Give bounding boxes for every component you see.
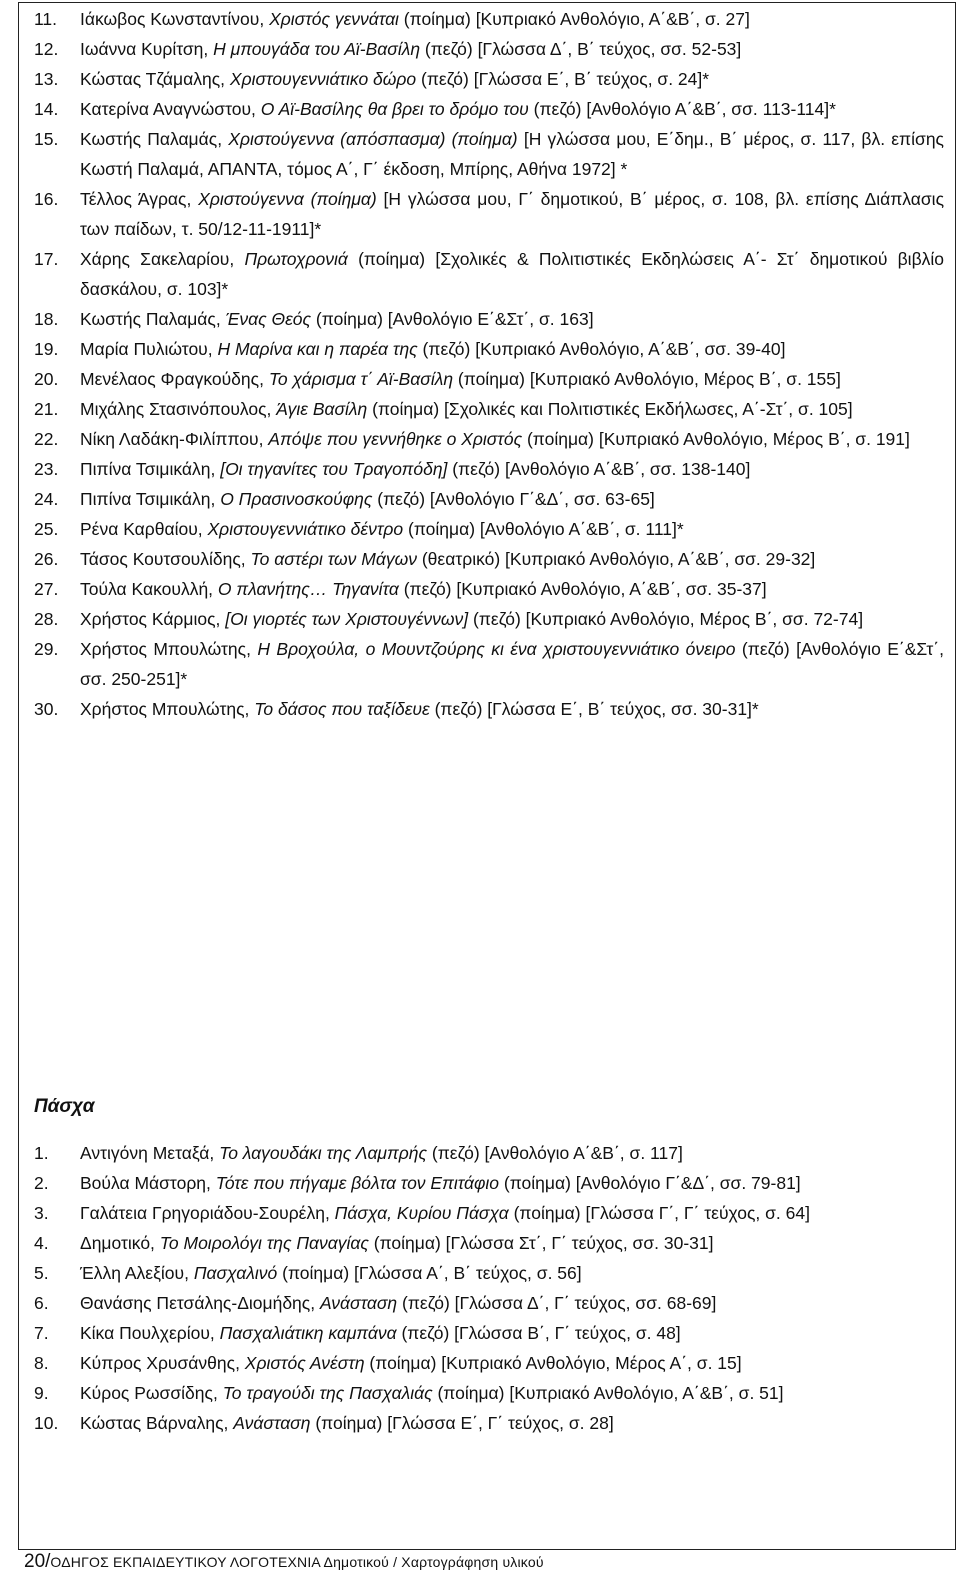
item-title: Χριστουγεννιάτικο δώρο [229, 69, 417, 89]
item-text-part: (ποίημα) [Σχολικές & Πολιτιστικές Εκδηλώσεις Α΄- Στ΄ δημοτικού βιβλίο δασκάλου, σ. 103]* [80, 249, 945, 299]
item-title: Ανάσταση [319, 1293, 398, 1313]
footer-text: ΟΔΗΓΟΣ ΕΚΠΑΙΔΕΥΤΙΚΟΥ ΛΟΓΟΤΕΧΝΙΑ Δημοτικού / Χαρτογράφηση υλικού [50, 1554, 544, 1570]
item-text-part: Κωστής Παλαμάς, [80, 309, 226, 329]
item-title: Ο πλανήτης… Τηγανίτα [217, 579, 399, 599]
item-text [80, 1138, 956, 1168]
item-text-part: [Η γλώσσα μου, Γ΄ δημοτικού, Β΄ μέρος, σ. 108, βλ. επίσης Διάπλασις των παίδων, τ. 50/12-11-1911]* [80, 189, 945, 239]
list-item [0, 454, 956, 484]
item-text [80, 244, 956, 304]
item-number: 16. [34, 189, 59, 209]
item-number: 12. [34, 39, 59, 59]
item-number: 25. [34, 519, 59, 539]
list-item [0, 1318, 956, 1348]
item-title: Πασχαλιάτικη καμπάνα [219, 1323, 397, 1343]
item-text-part: (ποίημα) [Ανθολόγιο Ε΄&Στ΄, σ. 163] [311, 309, 594, 329]
item-number: 29. [34, 639, 59, 659]
item-text [80, 1408, 956, 1438]
item-text [80, 334, 956, 364]
item-title: Χριστός Ανέστη [244, 1353, 365, 1373]
item-text [80, 184, 956, 244]
item-title: Η μπουγάδα του Αϊ-Βασίλη [213, 39, 421, 59]
list-item [0, 1348, 956, 1378]
item-text-part: (πεζό) [Ανθολόγιο Γ΄&Δ΄, σσ. 63-65] [372, 489, 655, 509]
item-text-part: Πιπίνα Τσιμικάλη, [80, 459, 221, 479]
list-item [0, 64, 956, 94]
list-item [0, 4, 956, 34]
item-title: Ένας Θεός [225, 309, 312, 329]
list-item [0, 1288, 956, 1318]
item-text-part: (ποίημα) [Ανθολόγιο Α΄&Β΄, σ. 111]* [403, 519, 684, 539]
item-text-part: (ποίημα) [Γλώσσα Ε΄, Γ΄ τεύχος, σ. 28] [310, 1413, 614, 1433]
item-text [80, 34, 956, 64]
item-text-part: Χρήστος Μπουλώτης, [80, 639, 258, 659]
list-item [0, 244, 956, 304]
easter-list [0, 1138, 956, 1438]
item-title: Πασχαλινό [193, 1263, 278, 1283]
item-text [80, 364, 956, 394]
item-text-part: Κίκα Πουλχερίου, [80, 1323, 220, 1343]
item-title: Χριστούγεννα (ποίημα) [198, 189, 377, 209]
item-number: 19. [34, 339, 59, 359]
item-title: Ο Αϊ-Βασίλης θα βρει το δρόμο του [260, 99, 529, 119]
item-title: Το Μοιρολόγι της Παναγίας [159, 1233, 369, 1253]
item-text-part: Μιχάλης Στασινόπουλος, [80, 399, 277, 419]
item-text [80, 454, 956, 484]
item-text-part: Τέλλος Άγρας, [80, 189, 199, 209]
item-title: Χριστός γεννάται [269, 9, 399, 29]
item-text-part: Έλλη Αλεξίου, [80, 1263, 194, 1283]
item-text-part: Δημοτικό, [80, 1233, 160, 1253]
item-number: 4. [34, 1233, 49, 1253]
item-text-part: Ρένα Καρθαίου, [80, 519, 208, 539]
item-text-part: (ποίημα) [Κυπριακό Ανθολόγιο, Α΄&Β΄, σ. 51] [432, 1383, 784, 1403]
item-number: 7. [34, 1323, 49, 1343]
item-title: Πάσχα, Κυρίου Πάσχα [334, 1203, 509, 1223]
item-text [80, 4, 956, 34]
item-text-part: (ποίημα) [Κυπριακό Ανθολόγιο, Μέρος Α΄, σ. 15] [364, 1353, 742, 1373]
list-item [0, 34, 956, 64]
item-title: Το δάσος που ταξίδευε [254, 699, 430, 719]
item-text-part: Θανάσης Πετσάλης-Διομήδης, [80, 1293, 320, 1313]
list-item [0, 1228, 956, 1258]
item-number: 2. [34, 1173, 49, 1193]
item-text-part: (πεζό) [Ανθολόγιο Α΄&Β΄, σσ. 113-114]* [528, 99, 836, 119]
item-text [80, 1198, 956, 1228]
item-title: Το λαγουδάκι της Λαμπρής [219, 1143, 427, 1163]
item-text-part: Μαρία Πυλιώτου, [80, 339, 218, 359]
item-text-part: (πεζό) [Κυπριακό Ανθολόγιο, Α΄&Β΄, σσ. 39-40] [417, 339, 786, 359]
item-number: 6. [34, 1293, 49, 1313]
item-title: Το τραγούδι της Πασχαλιάς [222, 1383, 433, 1403]
item-text [80, 304, 956, 334]
list-item [0, 1138, 956, 1168]
item-text [80, 94, 956, 124]
item-title: Πρωτοχρονιά [244, 249, 348, 269]
item-text [80, 484, 956, 514]
item-title: Χριστουγεννιάτικο δέντρο [207, 519, 404, 539]
item-title: Ο Πρασινοσκούφης [220, 489, 373, 509]
item-title: Απόψε που γεννήθηκε ο Χριστός [268, 429, 523, 449]
christmas-list [0, 4, 956, 724]
item-number: 5. [34, 1263, 49, 1283]
item-text-part: Κώστας Βάρναλης, [80, 1413, 234, 1433]
list-item [0, 1378, 956, 1408]
item-number: 1. [34, 1143, 49, 1163]
item-text [80, 1168, 956, 1198]
item-text-part: Τάσος Κουτσουλίδης, [80, 549, 251, 569]
list-item [0, 694, 956, 724]
item-text [80, 64, 956, 94]
item-number: 23. [34, 459, 59, 479]
item-text-part: Ιάκωβος Κωνσταντίνου, [80, 9, 270, 29]
list-item [0, 1258, 956, 1288]
item-title: Άγιε Βασίλη [276, 399, 368, 419]
item-number: 28. [34, 609, 59, 629]
item-text-part: Χάρης Σακελαρίου, [80, 249, 245, 269]
list-item [0, 544, 956, 574]
item-text-part: (πεζό) [Κυπριακό Ανθολόγιο, Μέρος Β΄, σσ. 72-74] [468, 609, 864, 629]
item-text-part: Κατερίνα Αναγνώστου, [80, 99, 261, 119]
item-text-part: (ποίημα) [Γλώσσα Γ΄, Γ΄ τεύχος, σ. 64] [508, 1203, 810, 1223]
item-text-part: (ποίημα) [Κυπριακό Ανθολόγιο, Α΄&Β΄, σ. 27] [398, 9, 750, 29]
list-item [0, 1198, 956, 1228]
item-number: 26. [34, 549, 59, 569]
item-text [80, 514, 956, 544]
item-text-part: Αντιγόνη Μεταξά, [80, 1143, 220, 1163]
item-text-part: Νίκη Λαδάκη-Φιλίππου, [80, 429, 269, 449]
item-text [80, 1378, 956, 1408]
item-text-part: (ποίημα) [Κυπριακό Ανθολόγιο, Μέρος Β΄, σ. 191] [522, 429, 910, 449]
item-text-part: Χρήστος Μπουλώτης, [80, 699, 255, 719]
list-item [0, 304, 956, 334]
item-text [80, 1288, 956, 1318]
item-number: 17. [34, 249, 59, 269]
list-item [0, 634, 956, 694]
item-text [80, 604, 956, 634]
item-number: 11. [34, 9, 58, 29]
list-item [0, 394, 956, 424]
page-number: 20/ [24, 1551, 51, 1572]
item-text [80, 634, 956, 694]
item-text [80, 1348, 956, 1378]
item-text-part: Κύπρος Χρυσάνθης, [80, 1353, 245, 1373]
item-number: 14. [34, 99, 59, 119]
item-text-part: Ιωάννα Κυρίτση, [80, 39, 214, 59]
item-title: [Οι τηγανίτες του Τραγοπόδη] [220, 459, 448, 479]
list-item [0, 424, 956, 454]
item-text [80, 544, 956, 574]
item-text [80, 694, 956, 724]
item-number: 27. [34, 579, 59, 599]
item-text-part: (πεζό) [Γλώσσα Ε΄, Β΄ τεύχος, σ. 24]* [416, 69, 710, 89]
item-text-part: (πεζό) [Ανθολόγιο Α΄&Β΄, σσ. 138-140] [447, 459, 751, 479]
list-item [0, 124, 956, 184]
item-number: 3. [34, 1203, 49, 1223]
item-text-part: [Η γλώσσα μου, Ε΄δημ., Β΄ μέρος, σ. 117, βλ. επίσης Κωστή Παλαμά, ΑΠΑΝΤΑ, τόμος Α΄, Γ΄ έκδοση, Μπίρης, Αθήνα 1972] * [80, 129, 944, 179]
item-text-part: (πεζό) [Γλώσσα Δ΄, Β΄ τεύχος, σσ. 52-53] [420, 39, 742, 59]
list-item [0, 94, 956, 124]
item-title: Τότε που πήγαμε βόλτα τον Επιτάφιο [215, 1173, 500, 1193]
item-text [80, 124, 956, 184]
item-text-part: Χρήστος Κάρμιος, [80, 609, 226, 629]
item-text [80, 1228, 956, 1258]
section-title-easter: Πάσχα [34, 1096, 95, 1117]
item-text-part: (πεζό) [Ανθολόγιο Ε΄&Στ΄, σσ. 250-251]* [80, 639, 944, 689]
list-item [0, 364, 956, 394]
item-text-part: Μενέλαος Φραγκούδης, [80, 369, 269, 389]
list-item [0, 604, 956, 634]
item-text-part: Κύρος Ρωσσίδης, [80, 1383, 223, 1403]
item-title: Το χάρισμα τ΄ Αϊ-Βασίλη [268, 369, 454, 389]
item-title: [Οι γιορτές των Χριστουγέννων] [225, 609, 469, 629]
item-number: 22. [34, 429, 59, 449]
item-text-part: (πεζό) [Γλώσσα Β΄, Γ΄ τεύχος, σ. 48] [396, 1323, 681, 1343]
item-text-part: (ποίημα) [Γλώσσα Στ΄, Γ΄ τεύχος, σσ. 30-31] [368, 1233, 714, 1253]
item-number: 18. [34, 309, 59, 329]
item-text-part: Κωστής Παλαμάς, [80, 129, 229, 149]
list-item [0, 1408, 956, 1438]
item-text-part: (θεατρικό) [Κυπριακό Ανθολόγιο, Α΄&Β΄, σσ. 29-32] [416, 549, 816, 569]
list-item [0, 514, 956, 544]
item-text [80, 424, 956, 454]
item-number: 8. [34, 1353, 49, 1373]
item-text-part: Βούλα Μάστορη, [80, 1173, 216, 1193]
item-number: 30. [34, 699, 59, 719]
item-text [80, 1318, 956, 1348]
item-title: Το αστέρι των Μάγων [250, 549, 417, 569]
item-number: 20. [34, 369, 59, 389]
item-number: 15. [34, 129, 59, 149]
item-text [80, 394, 956, 424]
item-text-part: Τούλα Κακουλλή, [80, 579, 218, 599]
list-item [0, 574, 956, 604]
item-text-part: (πεζό) [Γλώσσα Δ΄, Γ΄ τεύχος, σσ. 68-69] [397, 1293, 717, 1313]
item-text-part: Γαλάτεια Γρηγοριάδου-Σουρέλη, [80, 1203, 335, 1223]
list-item [0, 184, 956, 244]
item-text-part: (πεζό) [Γλώσσα Ε΄, Β΄ τεύχος, σσ. 30-31]* [429, 699, 759, 719]
item-text-part: (ποίημα) [Ανθολόγιο Γ΄&Δ΄, σσ. 79-81] [499, 1173, 801, 1193]
list-item [0, 1168, 956, 1198]
item-text [80, 1258, 956, 1288]
item-text-part: Κώστας Τζάμαλης, [80, 69, 230, 89]
item-number: 13. [34, 69, 59, 89]
item-title: Η Μαρίνα και η παρέα της [217, 339, 418, 359]
item-text-part: Πιπίνα Τσιμικάλη, [80, 489, 221, 509]
list-item [0, 334, 956, 364]
item-text-part: (πεζό) [Ανθολόγιο Α΄&Β΄, σ. 117] [427, 1143, 683, 1163]
list-item [0, 484, 956, 514]
item-text-part: (ποίημα) [Σχολικές και Πολιτιστικές Εκδήλωσες, Α΄-Στ΄, σ. 105] [367, 399, 853, 419]
item-title: Η Βροχούλα, ο Μουντζούρης κι ένα χριστουγεννιάτικο όνειρο [257, 639, 736, 659]
item-number: 9. [34, 1383, 49, 1403]
item-number: 10. [34, 1413, 59, 1433]
page-footer [24, 1550, 544, 1575]
item-text [80, 574, 956, 604]
item-title: Χριστούγεννα (απόσπασμα) (ποίημα) [228, 129, 518, 149]
item-text-part: (ποίημα) [Κυπριακό Ανθολόγιο, Μέρος Β΄, σ. 155] [453, 369, 841, 389]
item-number: 24. [34, 489, 59, 509]
item-text-part: (πεζό) [Κυπριακό Ανθολόγιο, Α΄&Β΄, σσ. 35-37] [398, 579, 767, 599]
item-text-part: (ποίημα) [Γλώσσα Α΄, Β΄ τεύχος, σ. 56] [277, 1263, 582, 1283]
item-title: Ανάσταση [233, 1413, 311, 1433]
item-number: 21. [34, 399, 59, 419]
